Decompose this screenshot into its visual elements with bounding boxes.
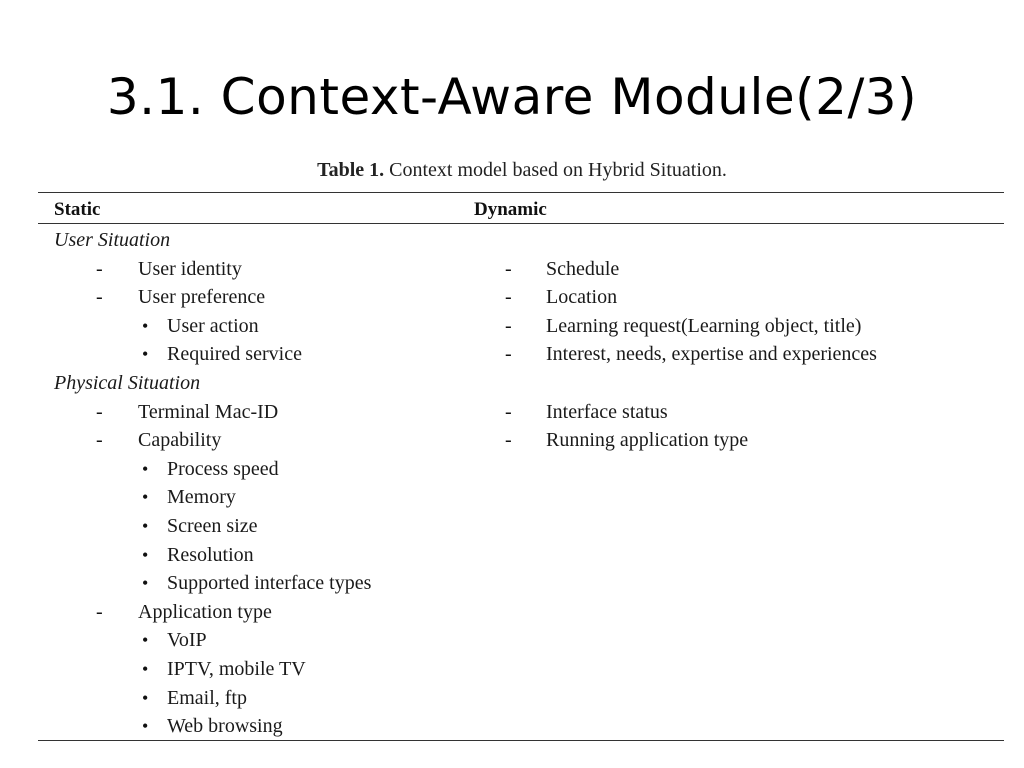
static-item: Terminal Mac-ID [138, 400, 279, 423]
dynamic-item: Interface status [546, 400, 668, 423]
bullet-marker: • [142, 458, 149, 479]
dynamic-item: Location [546, 286, 618, 309]
dash-marker: - [505, 400, 512, 423]
dynamic-item: Schedule [546, 257, 620, 280]
static-item: User preference [138, 286, 266, 309]
dash-marker: - [505, 286, 512, 309]
table-caption-text: Context model based on Hybrid Situation. [384, 159, 727, 181]
dash-marker: - [96, 286, 103, 309]
table-header-rule [38, 223, 1004, 224]
static-sub-item: Email, ftp [167, 686, 247, 709]
static-item: User identity [138, 257, 242, 280]
dynamic-item: Running application type [546, 429, 749, 452]
dash-marker: - [96, 257, 103, 280]
bullet-marker: • [142, 716, 149, 737]
bullet-marker: • [142, 659, 149, 679]
column-header-static: Static [54, 199, 101, 220]
section-heading: Physical Situation [54, 372, 201, 394]
dash-marker: - [505, 429, 512, 452]
dash-marker: - [505, 314, 512, 337]
static-item: Capability [138, 429, 222, 452]
bullet-marker: • [142, 516, 149, 536]
dash-marker: - [96, 600, 103, 623]
static-sub-item: Memory [167, 486, 236, 509]
table-top-rule [38, 192, 1004, 193]
dash-marker: - [505, 257, 512, 280]
dash-marker: - [505, 343, 512, 366]
bullet-marker: • [142, 544, 149, 565]
bullet-marker: • [142, 573, 149, 594]
table-bottom-rule [38, 740, 1004, 741]
bullet-marker: • [142, 344, 149, 365]
static-sub-item: IPTV, mobile TV [167, 658, 306, 680]
dash-marker: - [96, 400, 103, 423]
table-caption-label: Table 1. [317, 159, 385, 181]
static-sub-item: User action [167, 314, 259, 337]
dynamic-item: Interest, needs, expertise and experiences [546, 343, 877, 366]
dash-marker: - [96, 429, 103, 452]
table-caption [0, 157, 1024, 183]
bullet-marker: • [142, 687, 149, 708]
static-sub-item: Required service [167, 343, 302, 366]
section-heading: User Situation [54, 229, 171, 251]
dynamic-item: Learning request(Learning object, title) [546, 314, 862, 337]
static-sub-item: Resolution [167, 543, 254, 566]
bullet-marker: • [142, 487, 149, 508]
static-sub-item: Process speed [167, 457, 279, 480]
bullet-marker: • [142, 315, 149, 336]
static-sub-item: VoIP [167, 629, 207, 652]
bullet-marker: • [142, 630, 149, 651]
slide-title: 3.1. Context-Aware Module(2/3) [106, 68, 918, 126]
column-header-dynamic: Dynamic [474, 199, 547, 220]
static-sub-item: Supported interface types [167, 572, 372, 595]
static-sub-item: Web browsing [167, 715, 283, 738]
static-sub-item: Screen size [167, 515, 258, 537]
static-item: Application type [138, 600, 272, 623]
